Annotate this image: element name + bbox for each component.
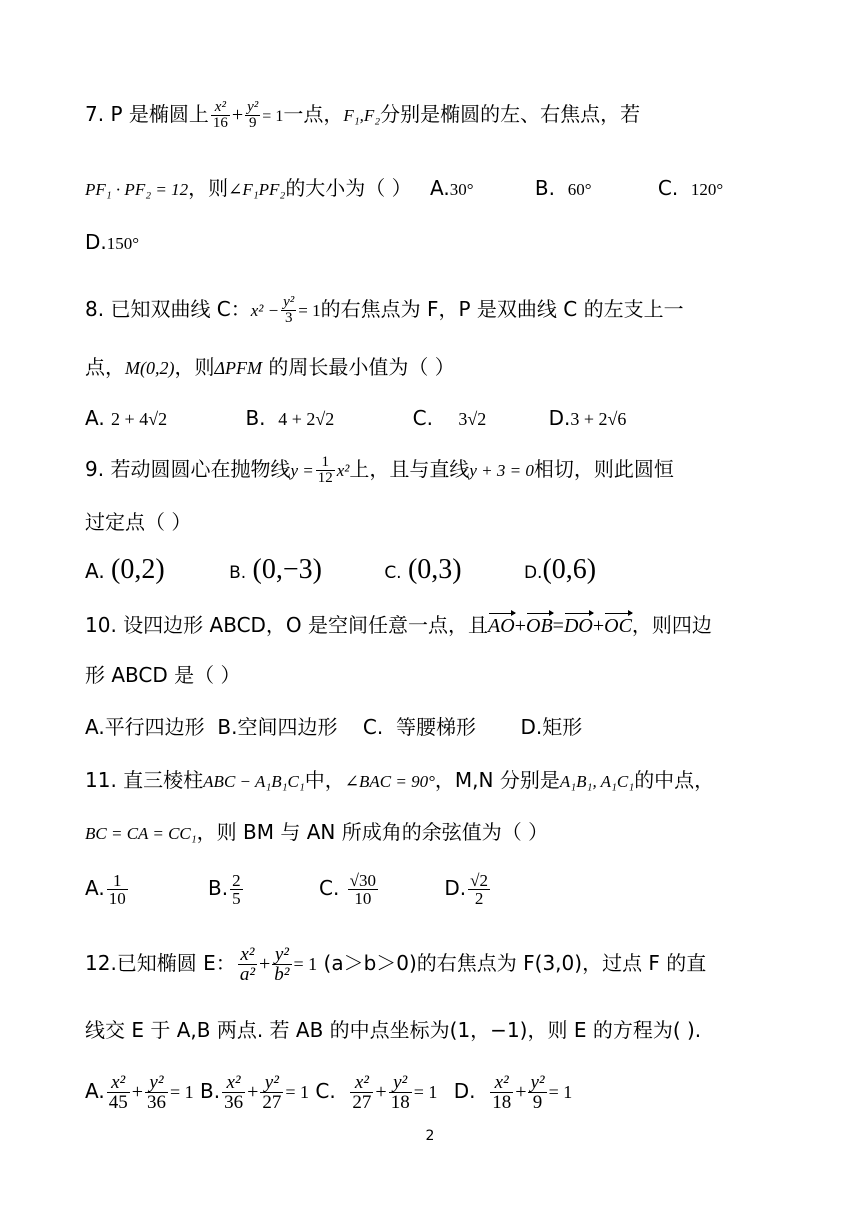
q12-options [85, 1073, 572, 1112]
q12-option-a: A. $\frac{\text{x²}}{45}$ + $\frac{\text{y²}}{36}$ = 1 [85, 1072, 194, 1113]
page-number: 2 [425, 1128, 435, 1144]
q8-option-c: C. 3√2 [412, 406, 487, 430]
q8-line1: 8. 已知双曲线 C：x² − $\frac{\text{y²}}{3}$ = 1的右焦点为 F，P 是双曲线 C 的左支上一 [85, 294, 684, 326]
q12-option-d: D. $\frac{\text{x²}}{18}$ + $\frac{\text{y²}}{9}$ = 1 [453, 1072, 573, 1113]
q7-line2: PF₁ · PF₂ = 12，则∠F₁PF₂的大小为（ ） A.30° B. 60° C. 120° [85, 176, 724, 200]
q9-option-a: A. (0,2) [85, 554, 165, 585]
q8-option-a: A. 2 + 4√2 [85, 406, 168, 430]
q12-option-b: B. $\frac{\text{x²}}{36}$ + $\frac{\text{y²}}{27}$ = 1 [199, 1072, 309, 1113]
vector-do: DO [563, 615, 593, 637]
vector-ao: AO [488, 615, 515, 637]
ellipse-x-term: $\frac{\text{x²}}{16}$ [212, 99, 228, 131]
q12-option-c: C. $\frac{\text{x²}}{27}$ + $\frac{\text{y²}}{18}$ = 1 [315, 1072, 438, 1113]
hyperbola-y-term: $\frac{\text{y²}}{3}$ [283, 294, 295, 326]
q7-line1: 7. P 是椭圆上 $\frac{\text{x²}}{16}$ + $\frac{\text{y²}}{9}$ = 1一点，F₁,F₂分别是椭圆的左、右焦点，若 [85, 99, 641, 131]
q9-option-d: D.(0,6) [523, 554, 597, 585]
q8-option-b: B. 4 + 2√2 [245, 406, 335, 430]
q12-line1: 12.已知椭圆 E： $\frac{\text{x²}}{\text{a²}}$ + $\frac{\text{y²}}{\text{b²}}$ = 1 (a＞b＞0)的右焦点为 F(3,0)，过点 F 的直 [85, 944, 707, 985]
q9-option-c: C. (0,3) [384, 554, 462, 585]
q10-line1: 10. 设四边形 ABCD，O 是空间任意一点，且AO+OB=DO+OC，则四边 [85, 613, 712, 637]
ellipse-x-term: $\frac{\text{x²}}{\text{a²}}$ [239, 944, 256, 985]
q11-option-d: D. $\frac{√2}{2}$ [444, 871, 488, 908]
vector-ob: OB [526, 615, 553, 637]
ellipse-y-term: $\frac{\text{y²}}{\text{b²}}$ [274, 944, 290, 985]
q8-option-d: D.3 + 2√6 [548, 406, 627, 430]
q7-option-d: D.150° [85, 230, 140, 254]
q11-option-a: A. $\frac{1}{10}$ [85, 871, 126, 908]
q7-option-a: A.30° [430, 176, 474, 200]
q11-option-c: C. $\frac{√30}{10}$ [318, 871, 377, 908]
q7-text: 7. P 是椭圆上 [85, 102, 209, 126]
q11-line2: BC = CA = CC₁，则 BM 与 AN 所成角的余弦值为（ ） [85, 820, 549, 844]
q9-options [85, 556, 596, 584]
q7-line3 [85, 232, 139, 252]
ellipse-y-term: $\frac{\text{y²}}{9}$ [247, 99, 259, 131]
q8-line2: 点，M(0,2)，则ΔPFM 的周长最小值为（ ） [85, 355, 455, 379]
q10-options: A.平行四边形 B.空间四边形 C. 等腰梯形 D.矩形 [85, 715, 583, 739]
q9-line2: 过定点（ ） [85, 510, 192, 534]
parabola-coefficient: $\frac{1}{12}$ [317, 454, 333, 486]
q7-option-c: C. 120° [657, 176, 724, 200]
q10-line2: 形 ABCD 是（ ） [85, 663, 241, 687]
q9-line1: 9. 若动圆圆心在抛物线y = $\frac{1}{12}$ x²上，且与直线y + 3 = 0相切，则此圆恒 [85, 454, 674, 486]
q9-option-b: B. (0,−3) [229, 554, 322, 585]
q12-line2: 线交 E 于 A,B 两点. 若 AB 的中点坐标为(1，−1)，则 E 的方程为( ). [85, 1018, 702, 1042]
q11-option-b: B. $\frac{2}{5}$ [208, 871, 241, 908]
vector-oc: OC [604, 615, 632, 637]
q7-option-b: B. 60° [534, 176, 592, 200]
q8-options [85, 408, 626, 428]
q11-options [85, 872, 492, 907]
q11-line1: 11. 直三棱柱ABC − A₁B₁C₁中，∠BAC = 90°，M,N 分别是A₁B₁, A₁C₁的中点， [85, 768, 715, 792]
